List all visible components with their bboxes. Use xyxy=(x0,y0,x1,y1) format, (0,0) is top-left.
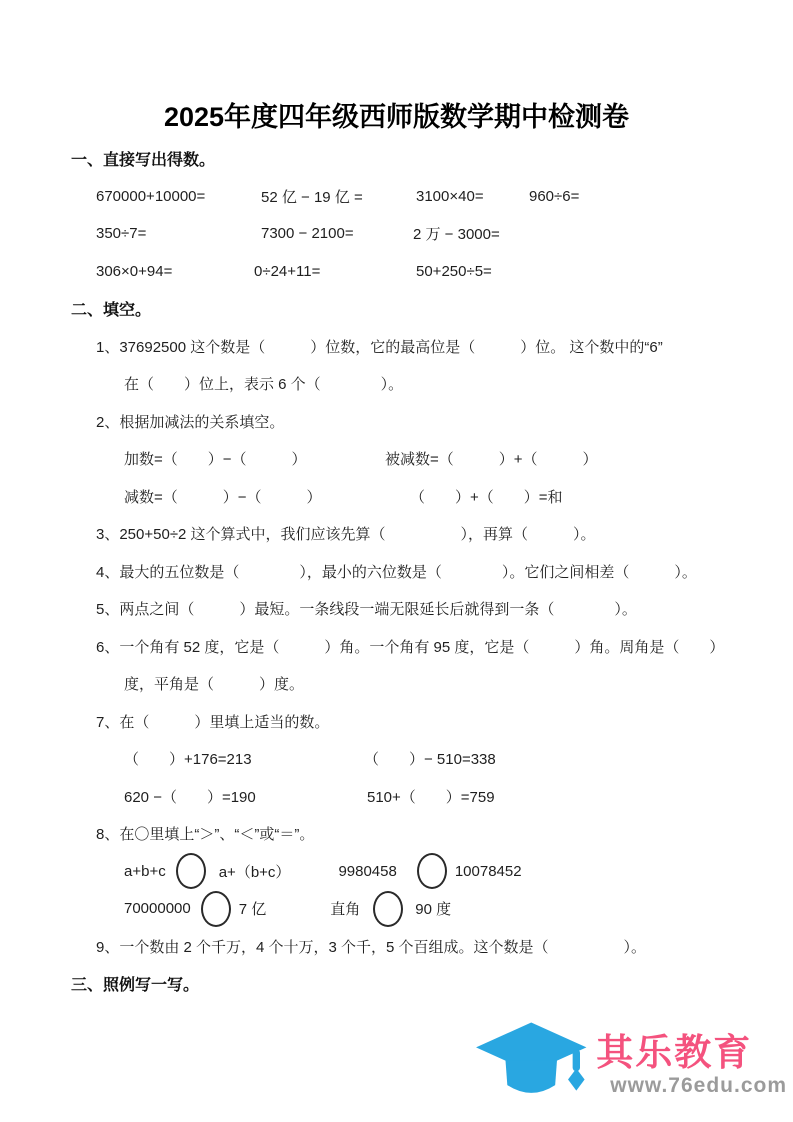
compare-term: 7 亿 xyxy=(238,901,267,919)
question-4: 4、最大的五位数是（ ），最小的六位数是（ ）。它们之间相差（ ）。 xyxy=(96,563,697,581)
fill-blank-equation: 620 −（ ）=190 xyxy=(124,788,256,806)
question-1-line-2: 在（ ）位上，表示 6 个（ ）。 xyxy=(124,376,404,394)
section-2-header: 二、填空。 xyxy=(71,302,152,320)
calc-row-3 xyxy=(0,253,793,291)
fill-blank-formula: 被减数=（ ）+（ ） xyxy=(385,451,598,469)
fill-blank-formula: 减数=（ ）−（ ） xyxy=(124,488,322,506)
fill-blank-formula: （ ）+（ ）=和 xyxy=(410,488,563,506)
calc-expression: 50+250÷5= xyxy=(416,262,492,280)
brand-name: 其乐教育 xyxy=(596,1031,753,1073)
brand-text-block xyxy=(596,1033,787,1099)
fill-blank-formula: 加数=（ ）−（ ） xyxy=(124,451,307,469)
question-2-row-2 xyxy=(0,478,793,516)
question-5: 5、两点之间（ ）最短。一条线段一端无限延长后就得到一条（ ）。 xyxy=(96,601,637,619)
calc-expression: 306×0+94= xyxy=(96,262,173,280)
calc-row-1 xyxy=(0,178,793,216)
question-9: 9、一个数由 2 个千万，4 个十万，3 个千，5 个百组成。这个数是（ ）。 xyxy=(96,938,647,956)
compare-term: 直角 xyxy=(330,901,361,919)
question-8-row-2 xyxy=(0,890,793,928)
fill-blank-equation: （ ）− 510=338 xyxy=(364,751,496,769)
section-3-header: 三、照例写一写。 xyxy=(71,977,200,995)
calc-expression: 52 亿 − 19 亿 = xyxy=(261,188,363,206)
brand-logo xyxy=(474,1017,787,1114)
question-8-row-1 xyxy=(0,853,793,891)
compare-term: 10078452 xyxy=(454,862,522,880)
calc-expression: 350÷7= xyxy=(96,225,147,243)
question-6-line-1: 6、一个角有 52 度，它是（ ）角。一个角有 95 度，它是（ ）角。周角是（ ） xyxy=(96,638,725,656)
compare-term: 9980458 xyxy=(338,862,397,880)
compare-term: a+（b+c） xyxy=(218,863,291,881)
comparison-circle xyxy=(417,853,447,889)
calc-expression: 7300 − 2100= xyxy=(261,225,354,243)
question-7-row-1 xyxy=(0,740,793,778)
comparison-circle xyxy=(201,891,231,927)
calc-expression: 670000+10000= xyxy=(96,187,206,205)
comparison-circle xyxy=(373,891,403,927)
question-7: 7、在（ ）里填上适当的数。 xyxy=(96,713,330,731)
calc-expression: 2 万 − 3000= xyxy=(413,226,500,244)
question-6-line-2: 度，平角是（ ）度。 xyxy=(124,676,305,694)
calc-expression: 0÷24+11= xyxy=(254,262,321,280)
compare-term: a+b+c xyxy=(124,862,166,880)
compare-term: 70000000 xyxy=(124,900,191,918)
calc-row-2 xyxy=(0,215,793,253)
question-8: 8、在〇里填上“＞”、“＜”或“＝”。 xyxy=(96,826,315,844)
fill-blank-equation: （ ）+176=213 xyxy=(124,751,252,769)
section-1-header: 一、直接写出得数。 xyxy=(71,152,216,170)
page-title: 2025年度四年级西师版数学期中检测卷 xyxy=(163,102,630,132)
calc-expression: 960÷6= xyxy=(529,187,580,205)
question-3: 3、250+50÷2 这个算式中，我们应该先算（ ），再算（ ）。 xyxy=(96,526,596,544)
graduation-cap-icon xyxy=(474,1017,594,1114)
question-7-row-2 xyxy=(0,778,793,816)
question-2: 2、根据加减法的关系填空。 xyxy=(96,413,285,431)
question-2-row-1 xyxy=(0,440,793,478)
fill-blank-equation: 510+（ ）=759 xyxy=(367,788,495,806)
calc-expression: 3100×40= xyxy=(416,187,484,205)
question-1-line-1: 1、37692500 这个数是（ ）位数，它的最高位是（ ）位。 这个数中的“6” xyxy=(96,338,663,356)
comparison-circle xyxy=(176,853,206,889)
compare-term: 90 度 xyxy=(415,901,452,919)
brand-url: www.76edu.com xyxy=(610,1074,787,1098)
